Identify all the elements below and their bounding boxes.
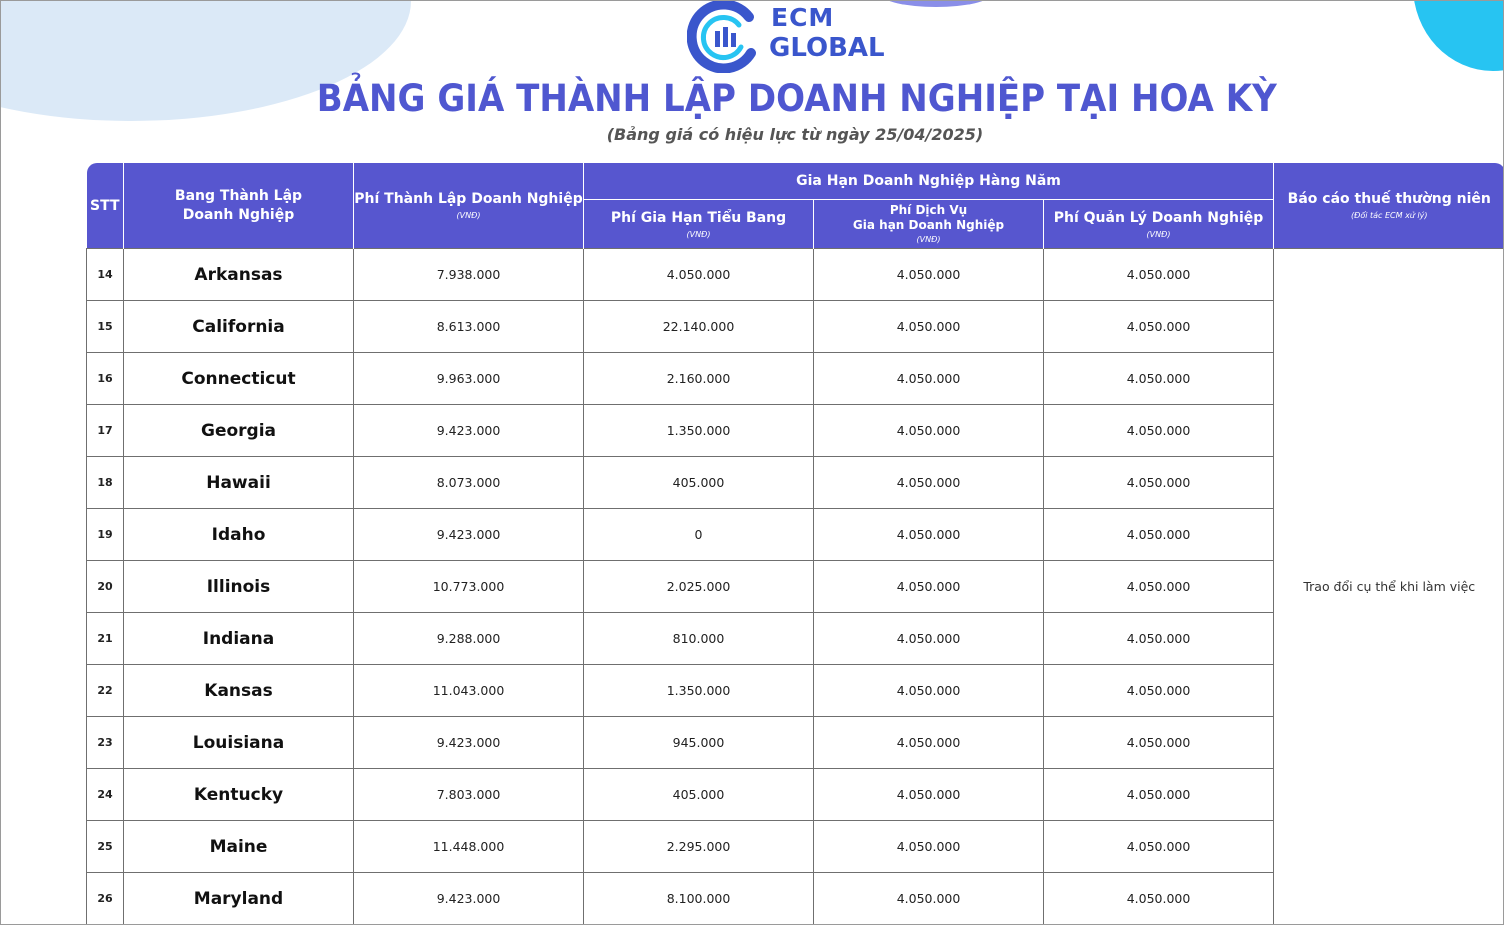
header-state: Bang Thành Lập Doanh Nghiệp: [124, 163, 354, 249]
price-table: [86, 163, 1504, 925]
cell-founding-fee: 7.803.000: [354, 769, 584, 821]
cell-stt: 26: [87, 873, 124, 925]
cell-renewal-service-fee: 4.050.000: [814, 353, 1044, 405]
price-table-body: [87, 249, 1504, 925]
ecm-logo-icon: [687, 1, 767, 73]
price-table-container: [86, 163, 1504, 925]
cell-management-fee: 4.050.000: [1044, 613, 1274, 665]
cell-founding-fee: 11.043.000: [354, 665, 584, 717]
cell-management-fee: 4.050.000: [1044, 769, 1274, 821]
cell-stt: 24: [87, 769, 124, 821]
cell-stt: 15: [87, 301, 124, 353]
cell-state: Maryland: [124, 873, 354, 925]
cell-state-renewal-fee: 1.350.000: [584, 665, 814, 717]
cell-founding-fee: 9.423.000: [354, 405, 584, 457]
cell-renewal-service-fee: 4.050.000: [814, 249, 1044, 301]
cell-state-renewal-fee: 405.000: [584, 769, 814, 821]
cell-management-fee: 4.050.000: [1044, 821, 1274, 873]
cell-stt: 16: [87, 353, 124, 405]
cell-renewal-service-fee: 4.050.000: [814, 821, 1044, 873]
logo-text-ecm: ECM: [771, 3, 835, 32]
header-founding-fee: Phí Thành Lập Doanh Nghiệp (VNĐ): [354, 163, 584, 249]
cell-founding-fee: 9.963.000: [354, 353, 584, 405]
cell-stt: 17: [87, 405, 124, 457]
cell-founding-fee: 9.423.000: [354, 717, 584, 769]
cell-renewal-service-fee: 4.050.000: [814, 613, 1044, 665]
cell-stt: 18: [87, 457, 124, 509]
cell-stt: 19: [87, 509, 124, 561]
cell-renewal-service-fee: 4.050.000: [814, 509, 1044, 561]
cell-founding-fee: 9.423.000: [354, 509, 584, 561]
cell-state-renewal-fee: 4.050.000: [584, 249, 814, 301]
cell-management-fee: 4.050.000: [1044, 405, 1274, 457]
logo-text-global: GLOBAL: [769, 33, 885, 63]
header-state-renewal-fee: Phí Gia Hạn Tiểu Bang (VNĐ): [584, 200, 814, 249]
cell-state: Kansas: [124, 665, 354, 717]
cell-stt: 21: [87, 613, 124, 665]
ecm-global-logo: [687, 1, 927, 73]
cell-management-fee: 4.050.000: [1044, 873, 1274, 925]
cell-state: Kentucky: [124, 769, 354, 821]
cell-renewal-service-fee: 4.050.000: [814, 457, 1044, 509]
cell-state-renewal-fee: 405.000: [584, 457, 814, 509]
cell-state: California: [124, 301, 354, 353]
cell-renewal-service-fee: 4.050.000: [814, 769, 1044, 821]
cell-founding-fee: 9.288.000: [354, 613, 584, 665]
cell-renewal-service-fee: 4.050.000: [814, 717, 1044, 769]
cell-management-fee: 4.050.000: [1044, 509, 1274, 561]
cell-renewal-service-fee: 4.050.000: [814, 665, 1044, 717]
cell-state: Connecticut: [124, 353, 354, 405]
cell-stt: 25: [87, 821, 124, 873]
header-renewal-service-fee: Phí Dịch Vụ Gia hạn Doanh Nghiệp (VNĐ): [814, 200, 1044, 249]
cell-management-fee: 4.050.000: [1044, 665, 1274, 717]
cell-state: Maine: [124, 821, 354, 873]
header-annual-renewal-group: Gia Hạn Doanh Nghiệp Hàng Năm: [584, 163, 1274, 200]
page-title: BẢNG GIÁ THÀNH LẬP DOANH NGHIỆP TẠI HOA KỲ: [316, 77, 1277, 120]
cell-state-renewal-fee: 1.350.000: [584, 405, 814, 457]
cell-stt: 22: [87, 665, 124, 717]
cell-stt: 23: [87, 717, 124, 769]
cell-management-fee: 4.050.000: [1044, 457, 1274, 509]
cell-state: Illinois: [124, 561, 354, 613]
cell-state: Louisiana: [124, 717, 354, 769]
cell-renewal-service-fee: 4.050.000: [814, 301, 1044, 353]
cell-stt: 20: [87, 561, 124, 613]
cell-management-fee: 4.050.000: [1044, 717, 1274, 769]
cell-state-renewal-fee: 2.025.000: [584, 561, 814, 613]
cell-annual-tax-report: Trao đổi cụ thể khi làm việc: [1274, 249, 1504, 925]
cell-founding-fee: 11.448.000: [354, 821, 584, 873]
cell-renewal-service-fee: 4.050.000: [814, 561, 1044, 613]
cell-state: Indiana: [124, 613, 354, 665]
cell-renewal-service-fee: 4.050.000: [814, 873, 1044, 925]
cell-state-renewal-fee: 22.140.000: [584, 301, 814, 353]
cell-state-renewal-fee: 945.000: [584, 717, 814, 769]
cell-stt: 14: [87, 249, 124, 301]
cell-state-renewal-fee: 8.100.000: [584, 873, 814, 925]
page-subtitle: (Bảng giá có hiệu lực từ ngày 25/04/2025): [606, 125, 984, 144]
header-stt: STT: [87, 163, 124, 249]
cell-renewal-service-fee: 4.050.000: [814, 405, 1044, 457]
cell-founding-fee: 7.938.000: [354, 249, 584, 301]
cell-state-renewal-fee: 2.160.000: [584, 353, 814, 405]
cell-founding-fee: 9.423.000: [354, 873, 584, 925]
cell-state-renewal-fee: 0: [584, 509, 814, 561]
cell-management-fee: 4.050.000: [1044, 353, 1274, 405]
header-annual-tax-report: Báo cáo thuế thường niên (Đối tác ECM xử lý): [1274, 163, 1504, 249]
cell-state: Arkansas: [124, 249, 354, 301]
cell-founding-fee: 8.073.000: [354, 457, 584, 509]
cell-founding-fee: 8.613.000: [354, 301, 584, 353]
cell-management-fee: 4.050.000: [1044, 249, 1274, 301]
cell-state: Idaho: [124, 509, 354, 561]
cell-state: Georgia: [124, 405, 354, 457]
header-management-fee: Phí Quản Lý Doanh Nghiệp (VNĐ): [1044, 200, 1274, 249]
cell-state: Hawaii: [124, 457, 354, 509]
cell-management-fee: 4.050.000: [1044, 561, 1274, 613]
cell-founding-fee: 10.773.000: [354, 561, 584, 613]
cell-state-renewal-fee: 810.000: [584, 613, 814, 665]
decorative-blob-right: [1413, 0, 1504, 71]
table-row: [87, 249, 1504, 301]
cell-state-renewal-fee: 2.295.000: [584, 821, 814, 873]
cell-management-fee: 4.050.000: [1044, 301, 1274, 353]
